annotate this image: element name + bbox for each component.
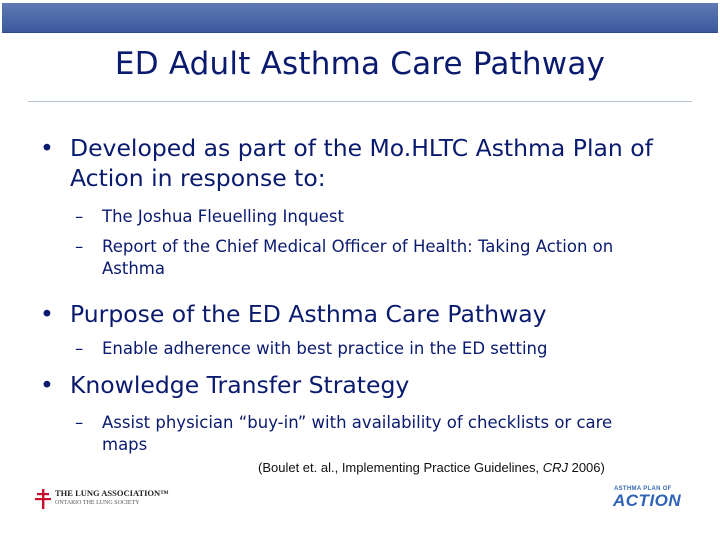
lung-association-logo <box>35 486 169 512</box>
bullet-marker: • <box>40 300 54 328</box>
sub-bullet-buy-in <box>75 412 655 456</box>
sub-bullet-text: The Joshua Fleuelling Inquest <box>102 207 344 226</box>
sub-bullet-adherence <box>75 338 675 360</box>
sub-bullet-report <box>75 236 675 280</box>
bullet-developed <box>40 133 690 193</box>
asthma-plan-logo <box>612 486 682 512</box>
citation-journal: CRJ <box>542 460 568 475</box>
asthma-plan-top: ASTHMA PLAN OF <box>614 486 672 492</box>
slide-title: ED Adult Asthma Care Pathway <box>114 46 606 82</box>
bullet-knowledge-transfer <box>40 370 690 400</box>
double-cross-icon <box>35 489 51 509</box>
bullet-text: Purpose of the ED Asthma Care Pathway <box>70 300 547 328</box>
dash-marker: – <box>75 339 84 358</box>
sub-bullet-inquest <box>75 206 675 228</box>
dash-marker: – <box>75 237 84 256</box>
bullet-text: Knowledge Transfer Strategy <box>70 371 410 399</box>
lung-association-name: THE LUNG ASSOCIATION™ <box>55 488 169 498</box>
dash-marker: – <box>75 207 84 226</box>
sub-bullet-text: Assist physician “buy-in” with availability of checklists or care maps <box>102 413 613 454</box>
bullet-purpose <box>40 299 690 329</box>
sub-bullet-text: Report of the Chief Medical Officer of Health: Taking Action on Asthma <box>102 237 614 278</box>
sub-bullet-text: Enable adherence with best practice in the ED setting <box>102 339 548 358</box>
bullet-marker: • <box>40 371 54 399</box>
bullet-marker: • <box>40 134 54 162</box>
dash-marker: – <box>75 413 84 432</box>
lung-association-sub: ONTARIO THE LUNG SOCIETY <box>55 500 140 506</box>
citation <box>258 460 605 475</box>
asthma-plan-action: ACTION <box>613 491 682 510</box>
citation-before: (Boulet et. al., Implementing Practice Guidelines, <box>258 460 543 475</box>
bullet-text: Developed as part of the Mo.HLTC Asthma Plan of Action in response to: <box>70 134 653 192</box>
citation-after: 2006) <box>567 460 605 475</box>
